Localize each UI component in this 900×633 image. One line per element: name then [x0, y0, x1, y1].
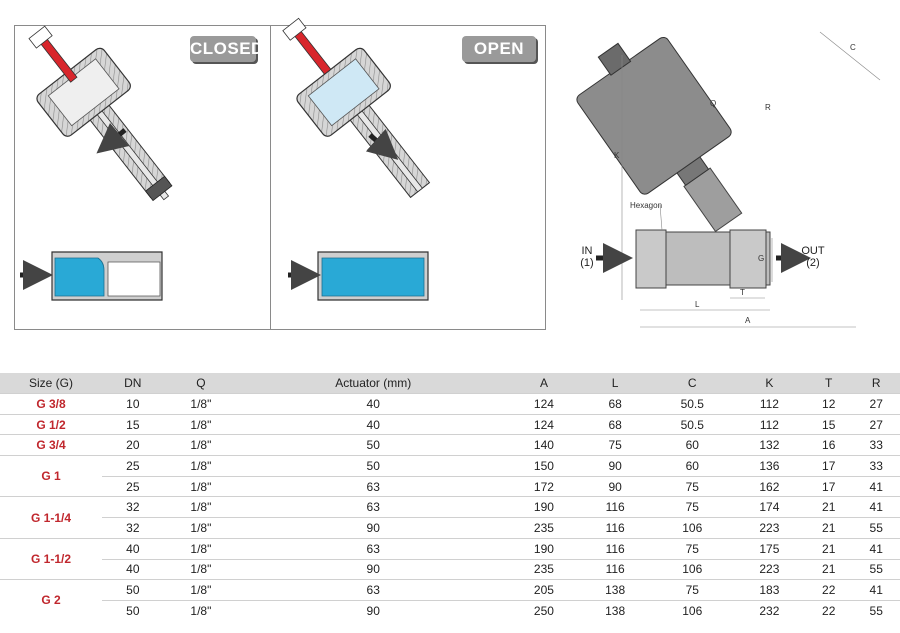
table-cell: 190 — [508, 497, 579, 518]
table-cell: 75 — [651, 538, 734, 559]
table-cell: 106 — [651, 518, 734, 539]
closed-valve-section — [4, 7, 199, 300]
table-cell: 40 — [102, 559, 164, 580]
dim-r: R — [765, 103, 771, 112]
table-cell: 112 — [734, 414, 805, 435]
table-row — [0, 456, 900, 477]
table-cell: 55 — [852, 559, 900, 580]
table-row — [0, 559, 900, 580]
table-row — [0, 580, 900, 601]
table-cell: 17 — [805, 476, 852, 497]
dim-c: C — [850, 43, 856, 52]
dim-t: T — [740, 288, 745, 297]
table-cell: 1/8" — [164, 518, 238, 539]
spec-table — [0, 373, 900, 621]
table-cell: 1/8" — [164, 580, 238, 601]
table-cell: 124 — [508, 414, 579, 435]
closed-red-stem — [40, 38, 77, 82]
table-cell: 33 — [852, 435, 900, 456]
table-cell: 112 — [734, 394, 805, 415]
header-size: Size (G) — [0, 373, 102, 394]
size-cell: G 1-1/4 — [0, 497, 102, 538]
table-cell: 41 — [852, 497, 900, 518]
table-cell: 60 — [651, 435, 734, 456]
table-cell: 106 — [651, 600, 734, 620]
table-cell: 235 — [508, 518, 579, 539]
table-cell: 75 — [651, 497, 734, 518]
table-cell: 232 — [734, 600, 805, 620]
table-cell: 25 — [102, 476, 164, 497]
size-cell: G 3/4 — [0, 435, 102, 456]
header-actuator: Actuator (mm) — [238, 373, 508, 394]
table-cell: 63 — [238, 580, 508, 601]
table-cell: 175 — [734, 538, 805, 559]
open-badge: OPEN — [462, 36, 536, 62]
table-row — [0, 414, 900, 435]
table-cell: 205 — [508, 580, 579, 601]
in-label: IN (1) — [580, 245, 594, 269]
table-cell: 32 — [102, 518, 164, 539]
table-cell: 75 — [651, 476, 734, 497]
table-cell: 68 — [580, 414, 651, 435]
dim-g: G — [758, 254, 765, 263]
table-row — [0, 435, 900, 456]
table-row — [0, 538, 900, 559]
table-cell: 1/8" — [164, 414, 238, 435]
table-cell: 21 — [805, 518, 852, 539]
table-cell: 1/8" — [164, 538, 238, 559]
table-cell: 138 — [580, 600, 651, 620]
table-cell: 21 — [805, 559, 852, 580]
table-cell: 90 — [238, 518, 508, 539]
table-cell: 116 — [580, 497, 651, 518]
table-cell: 32 — [102, 497, 164, 518]
table-cell: 15 — [805, 414, 852, 435]
header-t: T — [805, 373, 852, 394]
table-cell: 150 — [508, 456, 579, 477]
table-cell: 136 — [734, 456, 805, 477]
table-cell: 162 — [734, 476, 805, 497]
table-cell: 12 — [805, 394, 852, 415]
dim-q: Q — [710, 99, 717, 108]
table-cell: 235 — [508, 559, 579, 580]
size-cell: G 1 — [0, 456, 102, 497]
table-cell: 25 — [102, 456, 164, 477]
spec-table-body — [0, 394, 900, 621]
table-cell: 138 — [580, 580, 651, 601]
table-cell: 1/8" — [164, 456, 238, 477]
table-cell: 116 — [580, 538, 651, 559]
table-cell: 1/8" — [164, 394, 238, 415]
dim-k: K — [614, 151, 620, 160]
table-cell: 50.5 — [651, 394, 734, 415]
table-cell: 40 — [102, 538, 164, 559]
header-r: R — [852, 373, 900, 394]
table-cell: 63 — [238, 538, 508, 559]
table-cell: 27 — [852, 414, 900, 435]
dim-l: L — [695, 300, 700, 309]
table-cell: 55 — [852, 600, 900, 620]
table-cell: 172 — [508, 476, 579, 497]
table-cell: 90 — [580, 456, 651, 477]
table-cell: 50.5 — [651, 414, 734, 435]
closed-badge: CLOSED — [190, 36, 256, 62]
table-cell: 124 — [508, 394, 579, 415]
size-cell: G 2 — [0, 580, 102, 621]
table-cell: 63 — [238, 476, 508, 497]
table-cell: 75 — [580, 435, 651, 456]
table-row — [0, 600, 900, 620]
table-cell: 50 — [238, 435, 508, 456]
size-cell: G 1/2 — [0, 414, 102, 435]
table-cell: 22 — [805, 580, 852, 601]
table-cell: 50 — [102, 600, 164, 620]
table-cell: 183 — [734, 580, 805, 601]
table-cell: 20 — [102, 435, 164, 456]
table-cell: 50 — [102, 580, 164, 601]
table-cell: 223 — [734, 559, 805, 580]
dim-a: A — [745, 316, 751, 325]
table-cell: 21 — [805, 538, 852, 559]
table-cell: 41 — [852, 476, 900, 497]
table-cell: 55 — [852, 518, 900, 539]
table-cell: 116 — [580, 559, 651, 580]
table-cell: 50 — [238, 456, 508, 477]
hexagon-label: Hexagon — [630, 201, 663, 210]
table-cell: 27 — [852, 394, 900, 415]
table-cell: 10 — [102, 394, 164, 415]
table-cell: 17 — [805, 456, 852, 477]
size-cell: G 1-1/2 — [0, 538, 102, 579]
table-row — [0, 497, 900, 518]
table-cell: 90 — [580, 476, 651, 497]
dimension-drawing — [563, 19, 880, 327]
table-cell: 16 — [805, 435, 852, 456]
table-cell: 116 — [580, 518, 651, 539]
table-cell: 21 — [805, 497, 852, 518]
header-l: L — [580, 373, 651, 394]
table-cell: 1/8" — [164, 497, 238, 518]
table-cell: 60 — [651, 456, 734, 477]
table-cell: 223 — [734, 518, 805, 539]
table-cell: 250 — [508, 600, 579, 620]
spec-table-header — [0, 373, 900, 394]
table-cell: 132 — [734, 435, 805, 456]
header-k: K — [734, 373, 805, 394]
table-cell: 63 — [238, 497, 508, 518]
table-cell: 22 — [805, 600, 852, 620]
header-c: C — [651, 373, 734, 394]
table-cell: 1/8" — [164, 600, 238, 620]
table-cell: 106 — [651, 559, 734, 580]
header-dn: DN — [102, 373, 164, 394]
table-cell: 41 — [852, 538, 900, 559]
table-cell: 140 — [508, 435, 579, 456]
header-q: Q — [164, 373, 238, 394]
table-cell: 90 — [238, 559, 508, 580]
open-red-stem — [294, 30, 331, 74]
table-row — [0, 518, 900, 539]
open-valve-section — [258, 0, 453, 300]
out-label: OUT (2) — [801, 245, 825, 269]
table-cell: 15 — [102, 414, 164, 435]
table-cell: 41 — [852, 580, 900, 601]
table-cell: 75 — [651, 580, 734, 601]
closed-fluid — [55, 258, 104, 296]
table-cell: 33 — [852, 456, 900, 477]
table-cell: 190 — [508, 538, 579, 559]
table-cell: 68 — [580, 394, 651, 415]
table-cell: 1/8" — [164, 435, 238, 456]
table-cell: 90 — [238, 600, 508, 620]
table-row — [0, 394, 900, 415]
table-row — [0, 476, 900, 497]
table-cell: 40 — [238, 394, 508, 415]
table-cell: 1/8" — [164, 559, 238, 580]
header-a: A — [508, 373, 579, 394]
table-cell: 40 — [238, 414, 508, 435]
size-cell: G 3/8 — [0, 394, 102, 415]
table-cell: 174 — [734, 497, 805, 518]
open-fluid — [322, 258, 424, 296]
table-cell: 1/8" — [164, 476, 238, 497]
